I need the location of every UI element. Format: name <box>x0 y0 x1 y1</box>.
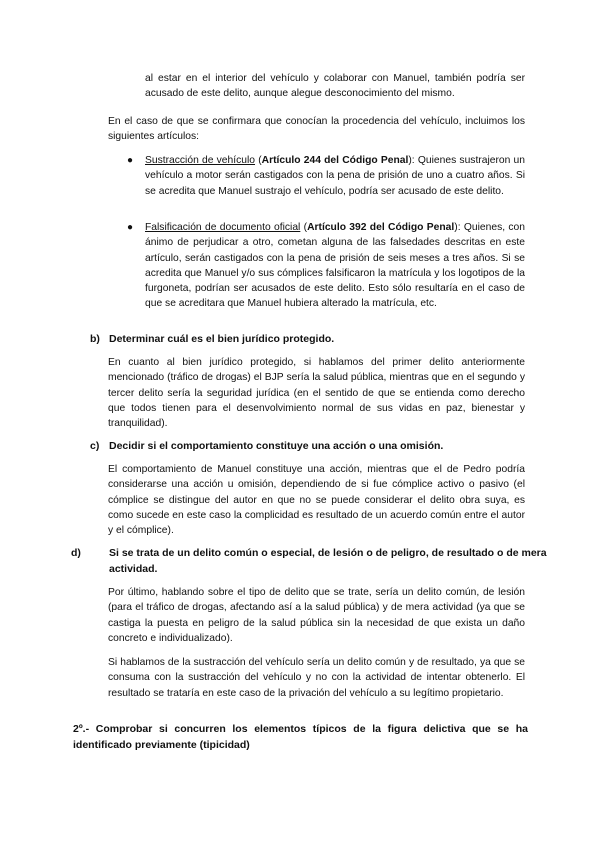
bullet-marker: ● <box>127 155 134 166</box>
section-heading-d: d) Si se trata de un delito común o especial, de lesión o de peligro, de resultado o de mera actividad. <box>71 547 547 575</box>
section-heading-b: b) Determinar cuál es el bien jurídico protegido. <box>90 333 335 345</box>
continuation-paragraph: al estar en el interior del vehículo y colaborar con Manuel, también podría ser acusado de este delito, aunque alegue desconocimiento del mismo. <box>145 73 525 100</box>
bullet-item-sustraccion: Sustracción de vehículo (Artículo 244 del Código Penal): Quienes sustrajeron un vehículo a motor serán castigados con la pena de prisión de uno a cuatro años. Si se acredita que Manuel sustrajo el vehículo, podría ser acusado de este delito. <box>145 155 526 197</box>
bullet-title: Falsificación de documento oficial <box>145 222 301 233</box>
bullet-marker: ● <box>127 222 134 233</box>
bullet-text: : Quienes, con ánimo de perjudicar a otro, cometan alguna de las falsedades descritas en este artículo, serán castigados con la pena de prisión de seis meses a tres años. Si se acredita que Manuel y/o sus cómplices falsificaron la matrícula y los logotipos de la furgoneta, podrían ser acusados de este delito. Esto sólo resultaría en el caso de que se acreditara que Manuel hubiera alterado la matrícula, etc. <box>145 222 525 310</box>
section-d-paragraph: Por último, hablando sobre el tipo de delito que se trate, sería un delito común, de lesión (para el tráfico de drogas, afectando así a la salud pública) y de mera actividad (ya que se castiga la puesta en peligro de la salud pública sin la necesidad de que exista un daño concreto e individualizado). <box>108 587 525 644</box>
intro-paragraph: En el caso de que se confirmara que conocían la procedencia del vehículo, incluimos los siguientes artículos: <box>108 116 525 143</box>
section-d-paragraph: Si hablamos de la sustracción del vehículo sería un delito común y de resultado, ya que se consuma con la sustracción del vehículo y no con la actividad de intentar obtenerlo. El resultado se trataría en este caso de la privación del vehículo a su legítimo propietario. <box>108 657 525 699</box>
bullet-item-falsificacion: Falsificación de documento oficial (Artículo 392 del Código Penal): Quienes, con ánimo de perjudicar a otro, cometan alguna de las falsedades descritas en este artículo, serán castigados con la pena de prisión de seis meses a tres años. Si se acredita que Manuel y/o sus cómplices falsificaron la matrícula y los logotipos de la furgoneta, podrían ser acusados de este delito. Esto sólo resultaría en el caso de que se acreditara que Manuel hubiera alterado la matrícula, etc. <box>145 222 525 310</box>
bullet-article: Artículo 244 del Código Penal <box>261 155 409 166</box>
bullet-article: Artículo 392 del Código Penal <box>307 222 455 233</box>
section-c-paragraph: El comportamiento de Manuel constituye una acción, mientras que el de Pedro podría considerarse una acción u omisión, dependiendo de si fue cómplice activo o pasivo (el cómplice se distingue del autor en que no se puede considerar el delito obra suya, es como sucede en este caso la complicidad es resultado de un acuerdo común entre el autor y el cómplice). <box>108 464 525 537</box>
main-heading-tipicidad: 2º.- Comprobar si concurren los elementos típicos de la figura delictiva que se ha identificado previamente (tipicidad) <box>73 723 528 751</box>
bullet-text: : Quienes sustrajeron un vehículo a motor serán castigados con la pena de prisión de uno a cuatro años. Si se acredita que Manuel sustrajo el vehículo, podría ser acusado de este delito. <box>145 155 526 197</box>
section-b-paragraph: En cuanto al bien jurídico protegido, si hablamos del primer delito anteriormente mencionado (tráfico de drogas) el BJP sería la salud pública, mientras que en el segundo y tercer delito sería la seguridad jurídica (en el sentido de que se entienda como derecho que todos tienen para el desenvolvimiento normal de sus vidas en paz, bienestar y tranquilidad). <box>108 357 525 430</box>
section-heading-c: c) Decidir si el comportamiento constituye una acción o una omisión. <box>90 440 444 452</box>
bullet-title: Sustracción de vehículo <box>145 155 256 166</box>
